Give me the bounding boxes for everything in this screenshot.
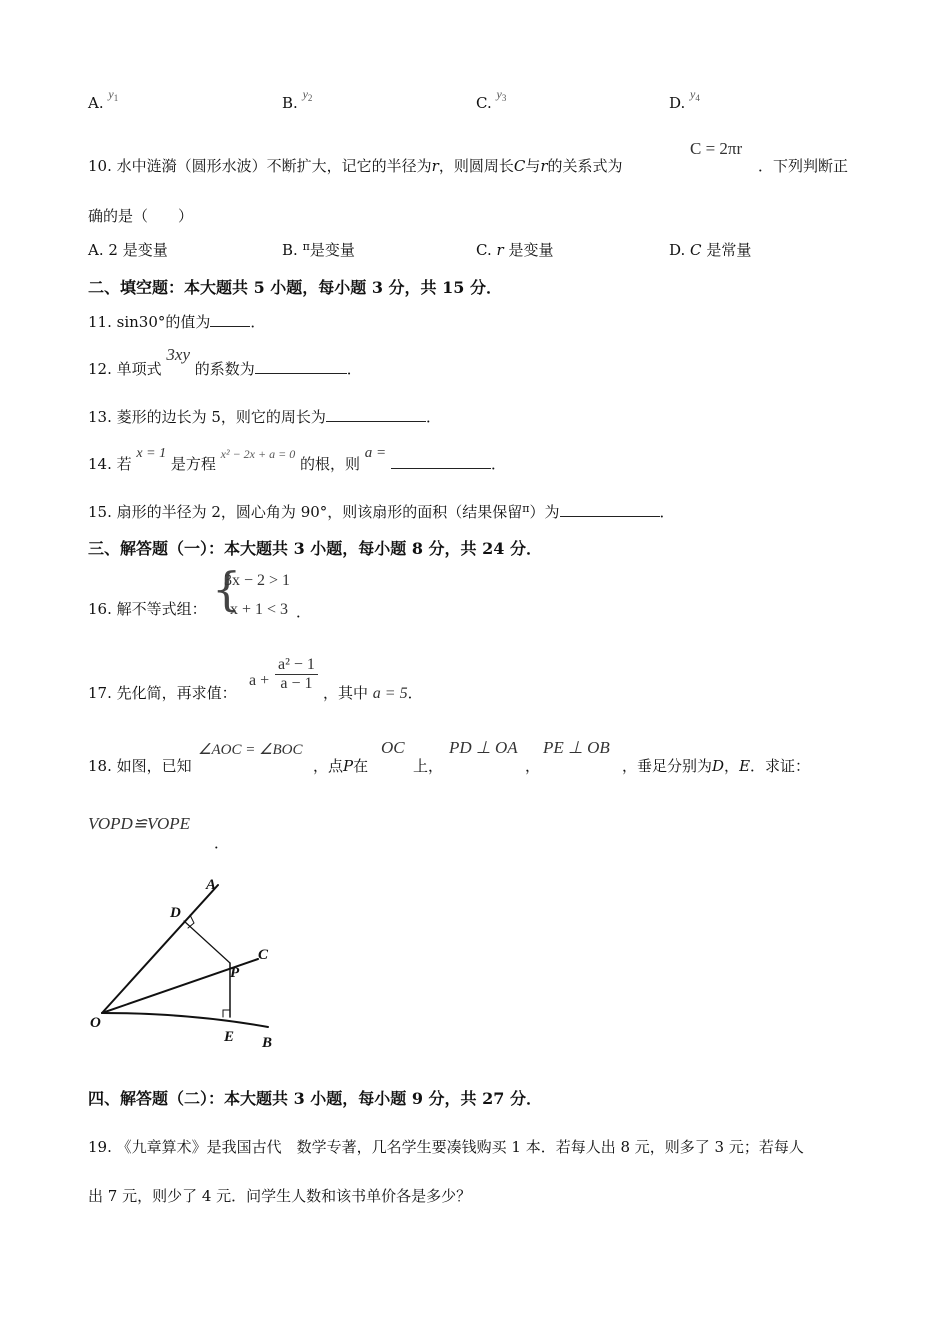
- q10-line2: 确的是（ ）: [88, 207, 194, 225]
- q10-option-d: [669, 239, 751, 260]
- q15-end: ．: [659, 503, 675, 521]
- q18-text: 在: [353, 757, 369, 775]
- section2-title: 二、填空题：本大题共 5 小题，每小题 3 分，共 15 分．: [88, 278, 502, 297]
- q18-mid3: 上，: [413, 757, 444, 775]
- q14-var: a =: [364, 445, 387, 461]
- q12: [88, 345, 362, 379]
- q17-condition: a = 5: [372, 685, 408, 702]
- var-p: P: [343, 757, 354, 775]
- option-label: C.: [476, 241, 492, 259]
- option-label: C.: [476, 94, 492, 112]
- option-text: 是变量: [309, 241, 355, 259]
- q17-text: ，其中: [323, 684, 369, 702]
- option-var: y: [302, 87, 308, 101]
- option-label: A.: [88, 241, 104, 259]
- q14: [88, 445, 506, 474]
- q18-perp1: PD ⊥ OA: [449, 738, 518, 757]
- q10-option-a: [88, 239, 168, 260]
- q18-text: ，垂足分别为: [622, 757, 713, 775]
- pi-symbol: π: [302, 240, 310, 253]
- q11-end: ．: [250, 313, 266, 331]
- q18-ray: OC: [381, 738, 405, 757]
- option-label: A.: [88, 94, 104, 112]
- q10-text: 与: [525, 157, 541, 175]
- q18-text: ，: [724, 757, 740, 775]
- var-r: r: [496, 241, 504, 259]
- fraction-denominator: a − 1: [280, 675, 313, 692]
- answer-blank[interactable]: [560, 502, 660, 517]
- brace-icon: {: [212, 562, 242, 616]
- q17-tail: [323, 682, 423, 703]
- answer-blank[interactable]: [255, 359, 347, 374]
- answer-blank[interactable]: [210, 312, 250, 327]
- q13-text: 13. 菱形的边长为 5，则它的周长为: [88, 408, 326, 426]
- q18-mid1: [313, 755, 368, 776]
- q16-inequality-1: 3x − 2 > 1: [224, 572, 291, 589]
- label-e: E: [224, 1029, 235, 1045]
- q9-option-d: [669, 87, 700, 113]
- option-sub: 3: [501, 93, 507, 103]
- q13: [88, 406, 441, 427]
- q17-label: 17. 先化简，再求值：: [88, 684, 237, 702]
- q18-angle: ∠AOC = ∠BOC: [198, 742, 303, 758]
- q17-fraction: [275, 656, 318, 693]
- option-text: 是变量: [508, 241, 554, 259]
- option-label: D.: [669, 241, 686, 259]
- q18-text: ，点: [313, 757, 344, 775]
- q18-congruence: VOPD≌VOPE: [88, 814, 190, 833]
- label-p: P: [230, 965, 240, 981]
- q19-line2: 出 7 元，则少了 4 元．问学生人数和该书单价各是多少？: [88, 1187, 472, 1205]
- pi-symbol: π: [522, 502, 530, 515]
- var-r: r: [540, 157, 548, 175]
- label-o: O: [90, 1015, 101, 1031]
- q14-equation: x² − 2x + a = 0: [220, 447, 296, 461]
- geometry-figure: [80, 865, 300, 1060]
- q10-formula: C = 2πr: [690, 139, 743, 158]
- q14-text: 是方程: [170, 455, 216, 473]
- q9-option-c: [476, 87, 507, 113]
- q16-end: ．: [296, 603, 312, 621]
- answer-blank[interactable]: [326, 407, 426, 422]
- q9-option-b: [282, 87, 313, 113]
- section4-title: 四、解答题（二）：本大题共 3 小题，每小题 9 分，共 27 分．: [88, 1089, 542, 1108]
- q10-text: 10. 水中涟漪（圆形水波）不断扩大，记它的半径为: [88, 157, 432, 175]
- q17-end: ．: [407, 684, 423, 702]
- q12-text: 12. 单项式: [88, 360, 162, 378]
- q10-text: ，则圆周长: [438, 157, 514, 175]
- var-d: D: [712, 757, 725, 775]
- q18-pre: 18. 如图，已知: [88, 757, 192, 775]
- q16-label: 16. 解不等式组：: [88, 600, 207, 618]
- label-d: D: [170, 905, 181, 921]
- q11: [88, 311, 265, 332]
- q10-option-b: [282, 239, 355, 260]
- q10-tail: ．下列判断正: [758, 157, 849, 175]
- option-label: B.: [282, 241, 298, 259]
- q11-text: 11. sin30°的值为: [88, 313, 211, 331]
- label-a: A: [206, 877, 217, 893]
- q9-option-a: [88, 87, 119, 113]
- q13-end: ．: [425, 408, 441, 426]
- var-r: r: [431, 157, 439, 175]
- ray-ob: [102, 1013, 268, 1027]
- q10-option-c: [476, 239, 553, 260]
- q14-text: 的根，则: [299, 455, 360, 473]
- q18-tail: [622, 755, 810, 776]
- q18-comma: ，: [525, 757, 541, 775]
- option-var: y: [108, 87, 114, 101]
- option-sub: 1: [113, 93, 119, 103]
- q17-lead: a +: [249, 672, 270, 689]
- var-c: C: [513, 157, 526, 175]
- q15: [88, 501, 675, 522]
- q12-expression: 3xy: [166, 345, 190, 364]
- q18-text: ．求证：: [750, 757, 811, 775]
- q12-end: ．: [346, 360, 362, 378]
- q14-condition: x = 1: [136, 446, 167, 461]
- q15-text: ）为: [529, 503, 560, 521]
- option-sub: 4: [695, 93, 700, 103]
- label-c: C: [258, 947, 269, 963]
- q10-text: 的关系式为: [547, 157, 623, 175]
- q12-text: 的系数为: [194, 360, 255, 378]
- option-label: B.: [282, 94, 298, 112]
- option-text: 是常量: [706, 241, 752, 259]
- fraction-numerator: a² − 1: [275, 656, 318, 675]
- segment-pd: [184, 921, 230, 963]
- option-sub: 2: [307, 93, 313, 103]
- q14-text: 14. 若: [88, 455, 132, 473]
- label-b: B: [262, 1035, 273, 1051]
- q18-dot: ．: [214, 834, 230, 852]
- q14-end: ．: [490, 455, 506, 473]
- q15-text: 15. 扇形的半径为 2，圆心角为 90°，则该扇形的面积（结果保留: [88, 503, 523, 521]
- option-var: y: [496, 87, 502, 101]
- var-c: C: [690, 241, 702, 259]
- answer-blank[interactable]: [391, 454, 491, 469]
- q16-inequality-2: x + 1 < 3: [230, 601, 289, 618]
- option-text: 2 是变量: [108, 241, 168, 259]
- right-angle-e: [223, 1010, 230, 1017]
- q18-perp2: PE ⊥ OB: [543, 738, 610, 757]
- option-label: D.: [669, 94, 686, 112]
- section3-title: 三、解答题（一）：本大题共 3 小题，每小题 8 分，共 24 分．: [88, 539, 542, 558]
- q10-line1: [88, 155, 623, 176]
- q19-line1: 19. 《九章算术》是我国古代 数学专著，几名学生要凑钱购买 1 本．若每人出 8 元，则多了 3 元；若每人: [88, 1138, 804, 1156]
- option-var: y: [690, 87, 696, 101]
- var-e: E: [739, 757, 751, 775]
